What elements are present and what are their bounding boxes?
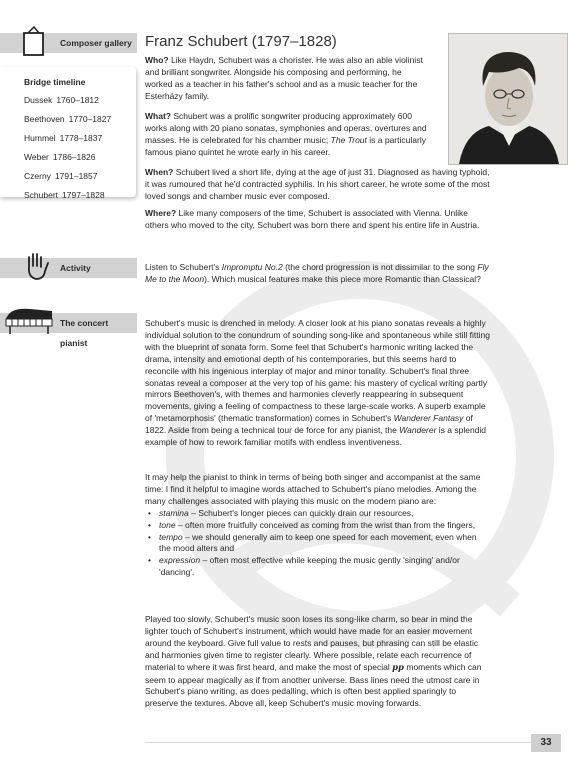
bullet-item: • tempo – we should generally aim to keep one speed for each movement, even when the mood alters and (145, 532, 490, 556)
pianist-paragraph-3: Played too slowly, Schubert's music soon loses its song-like charm, so bear in mind the lighter touch of Schubert's instrument, which would have made for an easier movement around the keyboard. Give full value to rests and pauses, but phrasing can still be elastic and harmonies given time to register clearly. Where possible, relate each recurrence of material to where it was first heard, and make the most of special pp moments which can seem to appear magically as if from another universe. Bass lines need the utmost care in Schubert's piano writing, as does pedalling, which is often best applied sparingly to preserve the textures. Above all, keep Schubert's music moving forwards. (145, 614, 482, 709)
when-text: Schubert lived a short life, dying at the age of just 31. Diagnosed as having typhoid, it was rumoured that he'd contracted syphilis. In his short career, he wrote some of the most loved songs and chamber music ever composed. (145, 167, 490, 201)
when-label: When? (145, 167, 174, 177)
who-paragraph (145, 55, 430, 103)
when-paragraph (145, 167, 490, 203)
footer-rule (145, 742, 531, 743)
timeline-item: Dussek 1760–1812 (24, 95, 99, 105)
pianist-paragraph-2: It may help the pianist to think in terms of being both singer and accompanist at the same time: I find it helpful to imagine words attached to Schubert's piano melodies. Among the many challenges associated with playing this music on the modern piano are: • stamina – Schubert's longer pieces can quickly drain our resources, • tone – often more fruitfully conceived as coming from the wrist than from the fingers, • tempo – we should generally aim to keep one speed for each movement, even when the mood alters and • expression – often most effective while keeping the music gently 'singing' and/or 'dancing'. (145, 472, 490, 579)
bullet-item: • stamina – Schubert's longer pieces can quickly drain our resources, (145, 508, 490, 520)
frame-icon (22, 25, 46, 57)
who-text: Like Haydn, Schubert was a chorister. He was also an able violinist and brilliant songwriter. Alongside his composing and performing, he worked as a teacher in his father's school and as a music teacher for the Esterházy family. (145, 55, 423, 101)
pianist-paragraph-1: Schubert's music is drenched in melody. A closer look at his piano sonatas reveals a highly individual solution to the conundrum of sounding song-like and spontaneous while still fitting with the blueprint of sonata form. Some feel that Schubert's harmonic writing lacked the drama, intensity and emotional depth of his contemporaries, but this seems hard to reconcile with his ingenious interplay of major and minor tonality. Schubert's final three sonatas reveal a composer at the very top of his game: his mastery of cyclical writing partly mirrors Beethoven's, with themes and harmonies cleverly reappearing in subsequent movements, giving a feeling of compactness to these large-scale works. A superb example of 'metamorphosis' (thematic transformation) comes in Schubert's Wanderer Fantasy of 1822. Aside from being a technical tour de force for any pianist, the Wanderer is a splendid example of how to rework familiar motifs with endless inventiveness. (145, 318, 490, 448)
activity-paragraph: Listen to Schubert's Impromptu No.2 (the chord progression is not dissimilar to the song Fly Me to the Moon). Which musical features make this piece more Romantic than Classical? (145, 262, 489, 284)
where-text: Like many composers of the time, Schubert is associated with Vienna. Unlike others who moved to the city, Schubert was born there and spent his entire life in Austria. (145, 208, 480, 230)
where-paragraph (145, 208, 490, 232)
schubert-portrait (448, 33, 568, 165)
composer-gallery-label: Composer gallery (60, 38, 132, 48)
timeline-item: Weber 1786–1826 (24, 152, 96, 162)
composer-gallery-bar (0, 33, 137, 53)
dynamic-marking: pp (392, 662, 404, 673)
activity-bar (0, 258, 137, 278)
timeline-item: Beethoven 1770–1827 (24, 114, 112, 124)
activity-label: Activity (60, 263, 91, 273)
where-label: Where? (145, 208, 177, 218)
timeline-title: Bridge timeline (24, 77, 86, 87)
page-title: Franz Schubert (1797–1828) (145, 33, 337, 50)
timeline-item: Czerny 1791–1857 (24, 171, 98, 181)
timeline-item: Hummel 1778–1837 (24, 133, 103, 143)
who-label: Who? (145, 55, 169, 65)
what-paragraph: What? Schubert was a prolific songwriter producing approximately 600 works along with 20 piano sonatas, symphonies and operas, overtures and masses. He is celebrated for his chamber music; The Trout is a particularly famous piano quintet he wrote early in his career. (145, 111, 427, 157)
watermark-logo (150, 245, 570, 665)
page-number: 33 (531, 734, 561, 752)
hand-icon (24, 251, 50, 281)
bridge-timeline (0, 67, 136, 200)
bullet-item: • expression – often most effective while keeping the music gently 'singing' and/or 'dancing'. (145, 555, 490, 579)
what-label: What? (145, 111, 171, 121)
piano-icon (4, 305, 56, 335)
bullet-item: • tone – often more fruitfully conceived as coming from the wrist than from the fingers, (145, 520, 490, 532)
concert-pianist-label: The concert pianist (60, 318, 109, 348)
timeline-item: Schubert 1797–1828 (24, 190, 105, 200)
